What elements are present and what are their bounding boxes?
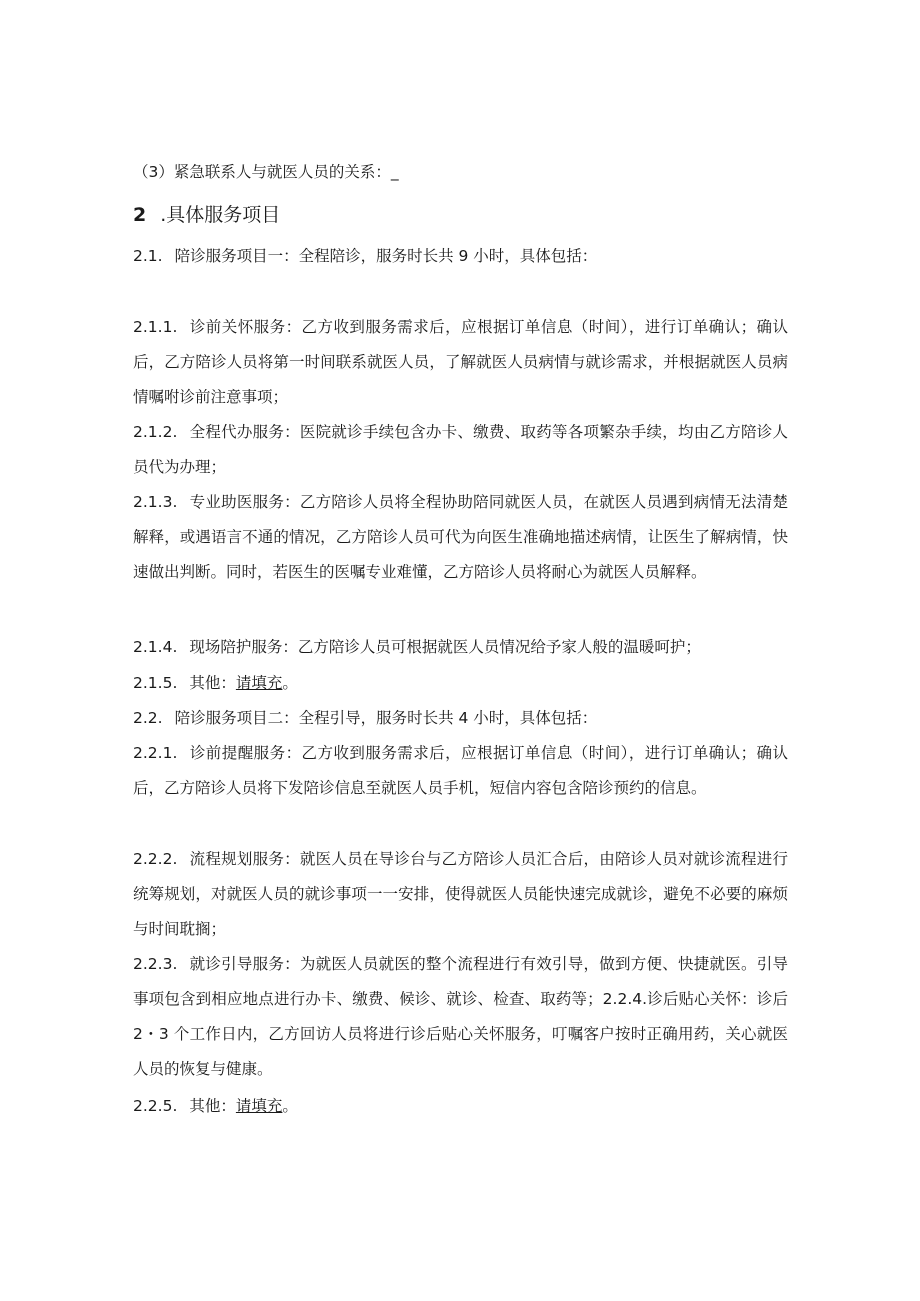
clause-text: 就诊引导服务：为就医人员就医的整个流程进行有效引导，做到方便、快捷就医。引导事项包含到相应地点进行办卡、缴费、候诊、就诊、检查、取药等；2.2.4.诊后贴心关怀：诊后 2・3 个工作日内，乙方回访人员将进行诊后贴心关怀服务，叮嘱客户按时正确用药，关心就医人员的恢复与健康。 bbox=[133, 955, 788, 1078]
fill-in-field[interactable]: 请填充 bbox=[235, 1097, 283, 1115]
contact-relation-line: （3）紧急联系人与就医人员的关系：_ bbox=[133, 163, 399, 181]
clause-text: 诊前提醒服务：乙方收到服务需求后，应根据订单信息（时间），进行订单确认；确认后，乙方陪诊人员将下发陪诊信息至就医人员手机，短信内容包含陪诊预约的信息。 bbox=[133, 744, 788, 797]
clause-2-1 bbox=[133, 239, 788, 274]
clause-2-1-3 bbox=[133, 485, 788, 590]
clause-label: 其他： bbox=[189, 674, 236, 692]
clause-2-1-2 bbox=[133, 415, 788, 485]
clause-2-2-5 bbox=[133, 1089, 788, 1124]
clause-2-2-3 bbox=[133, 947, 788, 1087]
section-title: .具体服务项目 bbox=[160, 204, 281, 226]
clause-number: 2.1.1. bbox=[133, 318, 178, 336]
clause-number: 2.1.4. bbox=[133, 638, 178, 656]
clause-2-2-2 bbox=[133, 842, 788, 947]
clause-text: 陪诊服务项目二：全程引导，服务时长共 4 小时，具体包括： bbox=[174, 709, 598, 727]
clause-number: 2.2. bbox=[133, 709, 163, 727]
clause-2-1-4 bbox=[133, 630, 788, 665]
clause-number: 2.1.5. bbox=[133, 674, 178, 692]
clause-2-1-5 bbox=[133, 666, 788, 701]
section-heading bbox=[133, 200, 280, 230]
clause-number: 2.2.3. bbox=[133, 955, 178, 973]
clause-text: 专业助医服务：乙方陪诊人员将全程协助陪同就医人员，在就医人员遇到病情无法清楚解释，或遇语言不通的情况，乙方陪诊人员可代为向医生准确地描述病情，让医生了解病情，快速做出判断。同时，若医生的医嘱专业难懂，乙方陪诊人员将耐心为就医人员解释。 bbox=[133, 493, 788, 581]
clause-2-2 bbox=[133, 701, 788, 736]
fill-in-field[interactable]: 请填充 bbox=[235, 674, 283, 692]
clause-text: 全程代办服务：医院就诊手续包含办卡、缴费、取药等各项繁杂手续，均由乙方陪诊人员代为办理； bbox=[133, 423, 788, 476]
section-number: 2 bbox=[133, 204, 147, 226]
clause-number: 2.1.2. bbox=[133, 423, 178, 441]
clause-2-1-1 bbox=[133, 310, 788, 415]
clause-text: 陪诊服务项目一：全程陪诊，服务时长共 9 小时，具体包括： bbox=[174, 247, 598, 265]
clause-text: 流程规划服务：就医人员在导诊台与乙方陪诊人员汇合后，由陪诊人员对就诊流程进行统筹规划，对就医人员的就诊事项一一安排，使得就医人员能快速完成就诊，避免不必要的麻烦与时间耽搁； bbox=[133, 850, 788, 938]
clause-text: 诊前关怀服务：乙方收到服务需求后，应根据订单信息（时间），进行订单确认；确认后，乙方陪诊人员将第一时间联系就医人员，了解就医人员病情与就诊需求，并根据就医人员病情嘱咐诊前注意事项； bbox=[133, 318, 788, 406]
clause-end: 。 bbox=[282, 674, 298, 692]
clause-label: 其他： bbox=[189, 1097, 236, 1115]
clause-text: 现场陪护服务：乙方陪诊人员可根据就医人员情况给予家人般的温暖呵护； bbox=[189, 638, 701, 656]
clause-number: 2.1.3. bbox=[133, 493, 178, 511]
clause-number: 2.2.2. bbox=[133, 850, 178, 868]
clause-end: 。 bbox=[282, 1097, 298, 1115]
clause-number: 2.2.5. bbox=[133, 1097, 178, 1115]
clause-number: 2.1. bbox=[133, 247, 163, 265]
clause-2-2-1 bbox=[133, 736, 788, 806]
clause-number: 2.2.1. bbox=[133, 744, 178, 762]
